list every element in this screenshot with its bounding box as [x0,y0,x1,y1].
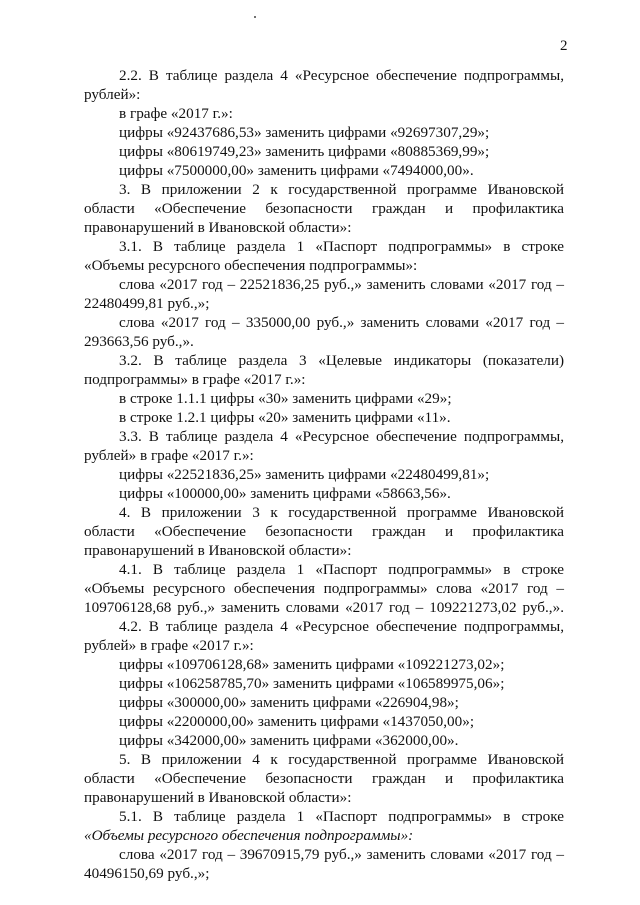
text-line: правонарушений в Ивановской области»: [84,219,352,236]
text-line: цифры «80619749,23» заменить цифрами «80885369,99»; [119,143,490,160]
text-line: 4. В приложении 3 к государственной программе Ивановской [119,504,564,521]
text-line: в графе «2017 г.»: [119,105,233,122]
text-line: области «Обеспечение безопасности граждан и профилактика [84,523,564,540]
text-line: 3.2. В таблице раздела 3 «Целевые индикаторы (показатели) [119,352,564,369]
text-line: слова «2017 год – 39670915,79 руб.,» заменить словами «2017 год – [119,846,564,863]
text-line: правонарушений в Ивановской области»: [84,542,352,559]
text-line: подпрограммы» в графе «2017 г.»: [84,371,306,388]
text-line: правонарушений в Ивановской области»: [84,789,352,806]
text-line: 5. В приложении 4 к государственной программе Ивановской [119,751,564,768]
text-line: цифры «100000,00» заменить цифрами «58663,56». [119,485,451,502]
text-line: слова «2017 год – 22521836,25 руб.,» заменить словами «2017 год – [119,276,564,293]
page-number: 2 [560,38,568,54]
text-line: 4.1. В таблице раздела 1 «Паспорт подпрограммы» в строке [119,561,564,578]
text-line: рублей» в графе «2017 г.»: [84,637,254,654]
text-line: цифры «92437686,53» заменить цифрами «92697307,29»; [119,124,490,141]
text-line: «Объемы ресурсного обеспечения подпрограммы»: [84,257,418,274]
scan-speck [254,16,256,18]
text-line: рублей» в графе «2017 г.»: [84,447,254,464]
text-line: цифры «300000,00» заменить цифрами «226904,98»; [119,694,459,711]
text-line: 22480499,81 руб.,»; [84,295,210,312]
text-line: цифры «106258785,70» заменить цифрами «106589975,06»; [119,675,505,692]
text-line: 2.2. В таблице раздела 4 «Ресурсное обеспечение подпрограммы, [119,67,564,84]
text-line: цифры «7500000,00» заменить цифрами «7494000,00». [119,162,474,179]
text-line: 3.3. В таблице раздела 4 «Ресурсное обеспечение подпрограммы, [119,428,564,445]
text-line: 3.1. В таблице раздела 1 «Паспорт подпрограммы» в строке [119,238,564,255]
text-line: цифры «2200000,00» заменить цифрами «1437050,00»; [119,713,475,730]
text-line: в строке 1.2.1 цифры «20» заменить цифрами «11». [119,409,451,426]
text-line: 40496150,69 руб.,»; [84,865,210,882]
text-line: в строке 1.1.1 цифры «30» заменить цифрами «29»; [119,390,452,407]
text-line: 293663,56 руб.,». [84,333,194,350]
text-line: слова «2017 год – 335000,00 руб.,» заменить словами «2017 год – [119,314,564,331]
text-line: «Объемы ресурсного обеспечения подпрограммы»: [84,827,414,844]
text-line: «Объемы ресурсного обеспечения подпрограммы» слова «2017 год – [84,580,564,597]
text-line: области «Обеспечение безопасности граждан и профилактика [84,200,564,217]
text-line: 5.1. В таблице раздела 1 «Паспорт подпрограммы» в строке [119,808,564,825]
text-line: 109706128,68 руб.,» заменить словами «2017 год – 109221273,02 руб.,». [84,599,564,616]
text-line: рублей»: [84,86,141,103]
text-line: 3. В приложении 2 к государственной программе Ивановской [119,181,564,198]
text-line: 4.2. В таблице раздела 4 «Ресурсное обеспечение подпрограммы, [119,618,564,635]
text-line: области «Обеспечение безопасности граждан и профилактика [84,770,564,787]
text-line: цифры «22521836,25» заменить цифрами «22480499,81»; [119,466,490,483]
text-line: цифры «109706128,68» заменить цифрами «109221273,02»; [119,656,505,673]
text-line: цифры «342000,00» заменить цифрами «362000,00». [119,732,459,749]
